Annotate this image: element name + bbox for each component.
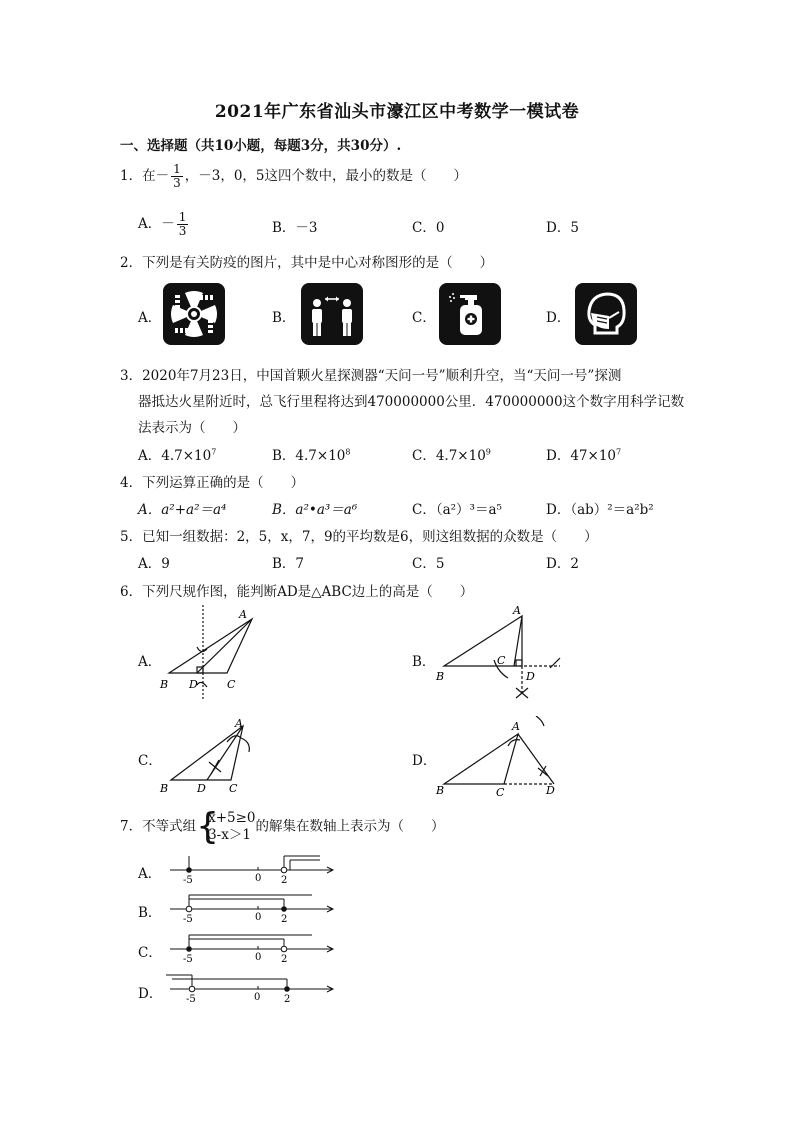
q3-option-a-exponent: 7 bbox=[211, 447, 217, 457]
q6-c-point-c: C bbox=[229, 782, 238, 795]
q1-fraction bbox=[171, 163, 183, 190]
q6-c-point-a: A bbox=[235, 717, 243, 730]
q7-number-line-c bbox=[162, 929, 342, 969]
q7-a-tick-0: 0 bbox=[255, 873, 262, 884]
page-title: 2021年广东省汕头市濠江区中考数学一模试卷 bbox=[214, 102, 580, 122]
q3-option-b-exponent: 8 bbox=[345, 447, 351, 457]
q7-b-tick-2: 2 bbox=[281, 914, 288, 925]
q6-d-point-a: A bbox=[512, 720, 520, 733]
q1-option-a[interactable] bbox=[138, 211, 190, 238]
q1-option-a-fraction bbox=[177, 211, 189, 238]
q6-b-point-d: D bbox=[526, 670, 535, 683]
q3-option-b[interactable] bbox=[272, 444, 350, 464]
q1-fraction-denominator: 3 bbox=[173, 176, 181, 190]
q6-option-d[interactable]: D． bbox=[412, 753, 437, 769]
q6-option-a[interactable]: A． bbox=[138, 654, 162, 670]
q5-option-a[interactable]: A．9 bbox=[138, 556, 170, 572]
q1-option-c[interactable]: C．0 bbox=[412, 220, 445, 236]
q7-b-tick-minus5: -5 bbox=[183, 914, 193, 925]
q3-option-d-base: D．47×10 bbox=[546, 448, 616, 464]
question-3-line-3: 法表示为（ ） bbox=[138, 420, 246, 436]
q6-diagram-b bbox=[428, 600, 568, 705]
fan-icon[interactable] bbox=[163, 283, 225, 345]
q6-b-point-b: B bbox=[436, 670, 445, 683]
q7-b-tick-0: 0 bbox=[255, 912, 262, 923]
q6-d-point-c: C bbox=[496, 786, 505, 799]
q7-suffix: 的解集在数轴上表示为（ ） bbox=[255, 818, 445, 835]
q1-prefix: 1．在－ bbox=[120, 168, 170, 184]
q3-option-a[interactable] bbox=[138, 444, 216, 464]
q7-c-tick-2: 2 bbox=[281, 954, 288, 965]
q6-a-point-a: A bbox=[239, 608, 247, 621]
q1-option-d[interactable]: D．5 bbox=[546, 220, 579, 236]
q6-diagram-a bbox=[155, 605, 265, 705]
q1-suffix: ，－3，0，5这四个数中，最小的数是（ ） bbox=[184, 168, 468, 184]
q4-option-a[interactable]: A．a²+a²＝a⁴ bbox=[138, 502, 227, 518]
q6-diagram-d bbox=[428, 716, 568, 801]
q7-prefix: 7．不等式组 bbox=[120, 818, 197, 835]
q3-option-c[interactable] bbox=[412, 444, 491, 464]
q6-a-point-c: C bbox=[227, 678, 236, 691]
question-3-line-1: 3．2020年7月23日，中国首颗火星探测器“天问一号”顺利升空，当“天问一号”探测 bbox=[120, 368, 622, 384]
question-2: 2．下列是有关防疫的图片，其中是中心对称图形的是（ ） bbox=[120, 255, 494, 271]
q1-option-a-numerator: 1 bbox=[178, 210, 187, 224]
q5-option-b[interactable]: B．7 bbox=[272, 556, 305, 572]
question-6: 6．下列尺规作图，能判断AD是△ABC边上的高是（ ） bbox=[120, 584, 474, 600]
question-3-line-2: 器抵达火星附近时，总飞行里程将达到470000000公里．470000000这个数字用科学记数 bbox=[138, 394, 685, 410]
social-distance-icon[interactable] bbox=[301, 283, 363, 345]
q1-option-b[interactable]: B．－3 bbox=[272, 220, 318, 236]
q7-inequality-1: x+5≥0 bbox=[208, 810, 256, 826]
q7-brace: { bbox=[196, 806, 219, 847]
q6-a-point-b: B bbox=[160, 678, 169, 691]
q1-fraction-numerator: 1 bbox=[173, 162, 181, 176]
q7-a-tick-2: 2 bbox=[281, 875, 288, 886]
q6-b-point-c: C bbox=[497, 654, 506, 667]
sanitizer-bottle-icon[interactable] bbox=[439, 283, 501, 345]
q7-d-tick-0: 0 bbox=[254, 992, 261, 1003]
q3-option-a-base: A．4.7×10 bbox=[138, 448, 212, 464]
q5-option-d[interactable]: D．2 bbox=[546, 556, 579, 572]
q6-d-point-d: D bbox=[546, 784, 555, 797]
q6-option-c[interactable]: C． bbox=[138, 753, 162, 769]
q7-c-tick-0: 0 bbox=[255, 952, 262, 963]
q4-option-c[interactable]: C．（a²）³＝a⁵ bbox=[412, 502, 502, 518]
q5-option-c[interactable]: C．5 bbox=[412, 556, 445, 572]
q2-option-c[interactable]: C． bbox=[412, 310, 436, 326]
q3-option-b-base: B．4.7×10 bbox=[272, 448, 346, 464]
question-5: 5．已知一组数据：2，5，x，7，9的平均数是6，则这组数据的众数是（ ） bbox=[120, 529, 598, 545]
q6-c-point-d: D bbox=[197, 782, 206, 795]
q7-d-tick-minus5: -5 bbox=[186, 994, 196, 1005]
q6-b-point-a: A bbox=[513, 604, 521, 617]
q7-inequality-2: 3-x＞1 bbox=[208, 827, 251, 843]
q7-number-line-a bbox=[162, 850, 342, 890]
q7-number-line-b bbox=[162, 889, 342, 929]
q6-d-point-b: B bbox=[436, 784, 445, 797]
q7-a-tick-minus5: -5 bbox=[183, 875, 193, 886]
q2-option-d[interactable]: D． bbox=[546, 310, 571, 326]
q6-option-b[interactable]: B． bbox=[412, 654, 436, 670]
q7-option-a[interactable]: A． bbox=[138, 866, 162, 882]
q1-option-a-denominator: 3 bbox=[178, 224, 187, 238]
q2-option-a[interactable]: A． bbox=[138, 310, 162, 326]
q1-option-a-label: A．－ bbox=[138, 216, 175, 232]
q6-a-point-d: D bbox=[189, 678, 198, 691]
q7-number-line-d bbox=[162, 969, 342, 1009]
q4-option-d[interactable]: D．（ab）²＝a²b² bbox=[546, 502, 654, 518]
q7-option-c[interactable]: C． bbox=[138, 945, 162, 961]
question-4: 4．下列运算正确的是（ ） bbox=[120, 475, 305, 491]
q7-inequality-system bbox=[196, 806, 256, 847]
question-7 bbox=[120, 806, 445, 847]
q7-option-d[interactable]: D． bbox=[138, 986, 163, 1002]
section-heading: 一、选择题（共10小题，每题3分，共30分）. bbox=[120, 138, 402, 154]
q7-option-b[interactable]: B． bbox=[138, 905, 162, 921]
q2-option-b[interactable]: B． bbox=[272, 310, 296, 326]
q6-c-point-b: B bbox=[160, 782, 169, 795]
q7-d-tick-2: 2 bbox=[284, 994, 291, 1005]
question-1 bbox=[120, 163, 467, 190]
q3-option-d[interactable] bbox=[546, 444, 621, 464]
q3-option-d-exponent: 7 bbox=[616, 447, 622, 457]
q4-option-b[interactable]: B．a²•a³＝a⁶ bbox=[272, 502, 358, 518]
q6-diagram-c bbox=[155, 716, 265, 796]
q7-c-tick-minus5: -5 bbox=[183, 954, 193, 965]
q3-option-c-exponent: 9 bbox=[485, 447, 491, 457]
q3-option-c-base: C．4.7×10 bbox=[412, 448, 486, 464]
mask-head-icon[interactable] bbox=[575, 283, 637, 345]
